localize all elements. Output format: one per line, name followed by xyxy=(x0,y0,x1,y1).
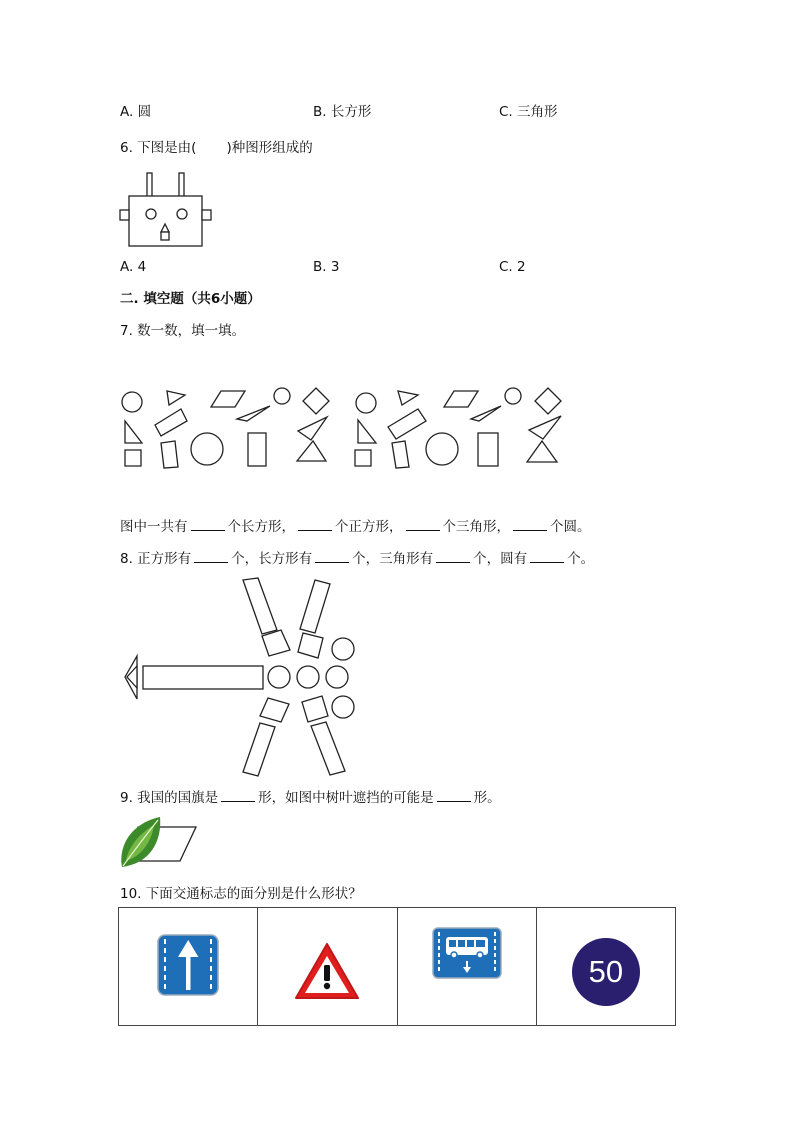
sign-cell-1 xyxy=(119,908,258,1026)
q6-option-c: C. 2 xyxy=(499,259,526,275)
q7-blank-square[interactable] xyxy=(298,518,332,531)
q10-stem: 10. 下面交通标志的面分别是什么形状？ xyxy=(120,886,362,902)
q5-option-c: C. 三角形 xyxy=(499,104,558,120)
section-2-title: 二. 填空题（共6小题） xyxy=(120,291,261,307)
q6-stem xyxy=(120,139,313,157)
q6-stem-before: 6. 下图是由( xyxy=(120,140,197,156)
sign-cell-3 xyxy=(397,908,536,1026)
q6-option-b: B. 3 xyxy=(313,259,340,275)
warning-triangle-sign-icon xyxy=(293,941,361,1001)
q9-fill-line: 9. 我国的国旗是 形，如图中树叶遮挡的可能是 形。 xyxy=(120,790,501,806)
q5-option-a: A. 圆 xyxy=(120,104,152,120)
q8-blank-rectangle[interactable] xyxy=(315,550,349,563)
q7-stem: 7. 数一数，填一填。 xyxy=(120,323,246,339)
q9-leaf-parallelogram-figure xyxy=(118,815,198,871)
q9-blank-hidden-shape[interactable] xyxy=(437,789,471,802)
q7-blank-triangle[interactable] xyxy=(406,518,440,531)
q7-blank-rectangle[interactable] xyxy=(191,518,225,531)
q8-blank-triangle[interactable] xyxy=(436,550,470,563)
q6-stem-after: )种图形组成的 xyxy=(226,140,313,156)
sign-cell-4 xyxy=(536,908,675,1026)
q8-fill-line: 8. 正方形有 个，长方形有 个，三角形有 个，圆有 个。 xyxy=(120,551,595,567)
speed-limit-value: 50 xyxy=(588,953,624,989)
q7-blank-circle[interactable] xyxy=(513,518,547,531)
q7-shapes-figure xyxy=(115,383,575,473)
q7-shape-group-left xyxy=(122,388,329,468)
q10-traffic-signs-table xyxy=(118,907,676,1026)
q6-robot-figure xyxy=(115,168,215,250)
sign-cell-2 xyxy=(258,908,397,1026)
q5-option-b: B. 长方形 xyxy=(313,104,372,120)
speed-limit-sign-icon xyxy=(572,938,640,1006)
q8-arrow-figure xyxy=(115,578,365,778)
one-way-lane-sign-icon xyxy=(157,934,219,996)
q7-shape-group-right xyxy=(355,388,561,468)
q8-blank-circle[interactable] xyxy=(530,550,564,563)
q7-fill-line: 图中一共有 个长方形， 个正方形， 个三角形， 个圆。 xyxy=(120,519,591,535)
q6-option-a: A. 4 xyxy=(120,259,147,275)
bus-lane-sign-icon xyxy=(432,927,502,979)
q9-blank-flag-shape[interactable] xyxy=(221,789,255,802)
q8-blank-square[interactable] xyxy=(194,550,228,563)
